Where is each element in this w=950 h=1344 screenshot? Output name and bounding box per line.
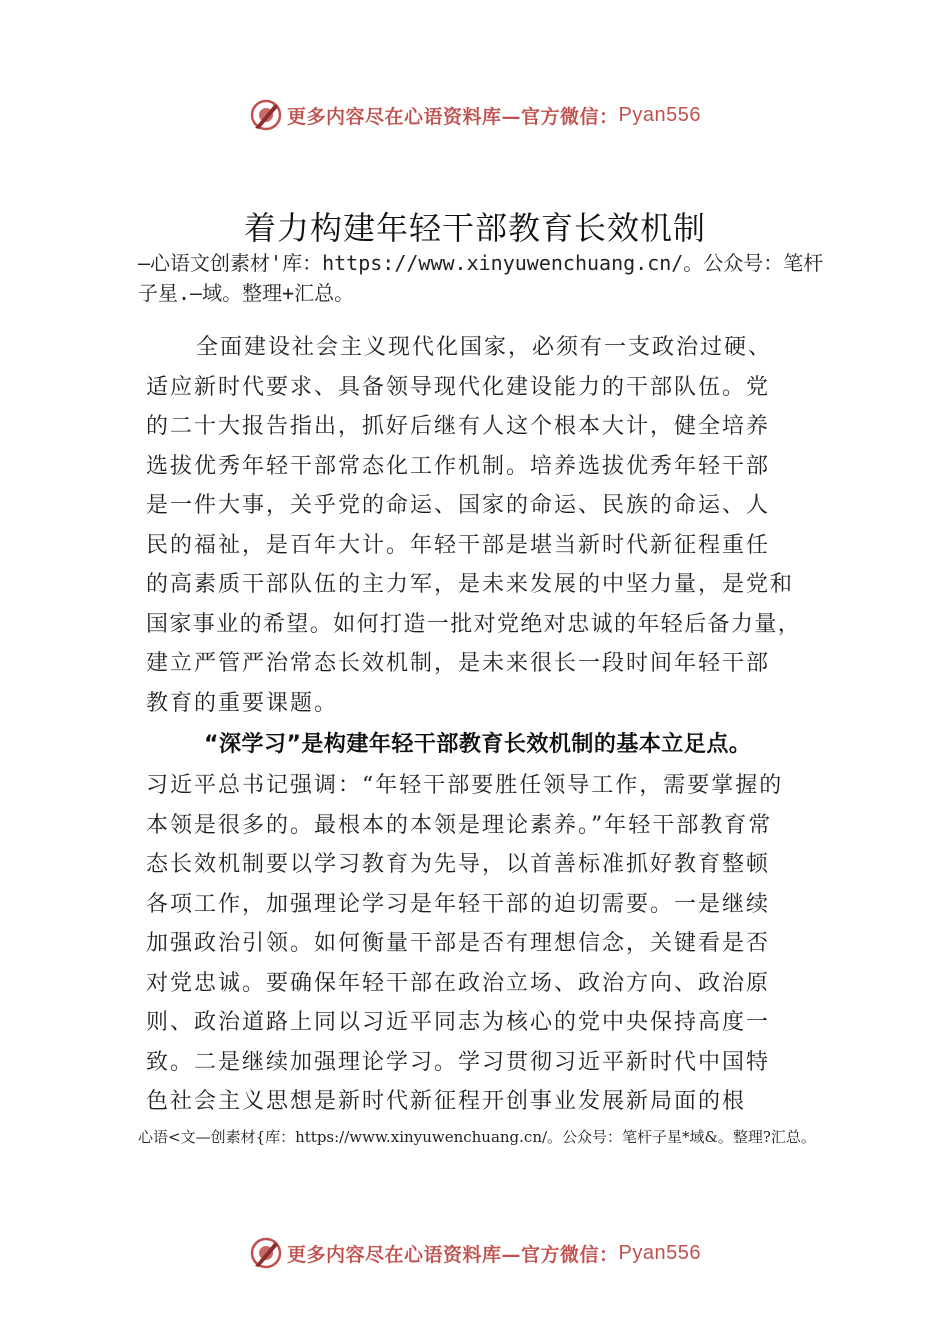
body-line: 全面建设社会主义现代化国家，必须有一支政治过硬、 <box>196 335 773 360</box>
body-line: 致。二是继续加强理论学习。学习贯彻习近平新时代中国特 <box>146 1050 771 1075</box>
banner-wechat-id: Pyan556 <box>618 103 701 126</box>
body-line: 民的福祉，是百年大计。年轻干部是堪当新时代新征程重任 <box>146 533 771 558</box>
banner-text: 更多内容尽在心语资料库—官方微信： <box>287 1243 619 1266</box>
body-line: 适应新时代要求、具备领导现代化建设能力的干部队伍。党 <box>146 375 771 400</box>
body-line: 选拔优秀年轻干部常态化工作机制。培养选拔优秀年轻干部 <box>146 454 771 479</box>
body-line: 习近平总书记强调：“年轻干部要胜任领导工作，需要掌握的 <box>146 773 784 798</box>
body-line: 国家事业的希望。如何打造一批对党绝对忠诚的年轻后备力量， <box>146 612 802 637</box>
body-line: 各项工作，加强理论学习是年轻干部的迫切需要。一是继续 <box>146 892 771 917</box>
body-line: 则、政治道路上同以习近平同志为核心的党中央保持高度一 <box>146 1010 771 1035</box>
body-line: 对党忠诚。要确保年轻干部在政治立场、政治方向、政治原 <box>146 971 771 996</box>
body-line: 教育的重要课题。 <box>146 691 339 716</box>
body-line: 建立严管严治常态长效机制，是未来很长一段时间年轻干部 <box>146 651 771 676</box>
bottom-banner <box>0 1233 950 1273</box>
body-line: 是一件大事，关乎党的命运、国家的命运、民族的命运、人 <box>146 493 771 518</box>
footer-note: 心语<文—创素材{库：https://www.xinyuwenchuang.cn/。公众号：笔杆子星*域&。整理?汇总。 <box>138 1128 816 1146</box>
body-line: 加强政治引领。如何衡量干部是否有理想信念，关键看是否 <box>146 931 771 956</box>
body-line: 态长效机制要以学习教育为先导，以首善标准抓好教育整顿 <box>146 852 771 877</box>
body-line: 本领是很多的。最根本的本领是理论素养。”年轻干部教育常 <box>146 813 773 838</box>
body-line: 色社会主义思想是新时代新征程开创事业发展新局面的根 <box>146 1089 747 1114</box>
document-title: 着力构建年轻干部教育长效机制 <box>243 209 706 247</box>
banner-wechat-id: Pyan556 <box>618 1241 701 1264</box>
quill-seal-icon <box>249 1236 283 1270</box>
quill-seal-icon <box>249 98 283 132</box>
body-line: 的高素质干部队伍的主力军，是未来发展的中坚力量，是党和 <box>146 572 795 597</box>
body-line: 的二十大报告指出，抓好后继有人这个根本大计，健全培养 <box>146 414 771 439</box>
section-heading: “深学习”是构建年轻干部教育长效机制的基本立足点。 <box>204 732 752 757</box>
document-subtitle: —心语文创素材'库：https://www.xinyuwenchuang.cn/。公众号：笔杆子星.—域。整理+汇总。 <box>138 251 824 305</box>
top-banner <box>0 95 950 135</box>
banner-text: 更多内容尽在心语资料库—官方微信： <box>287 105 619 128</box>
